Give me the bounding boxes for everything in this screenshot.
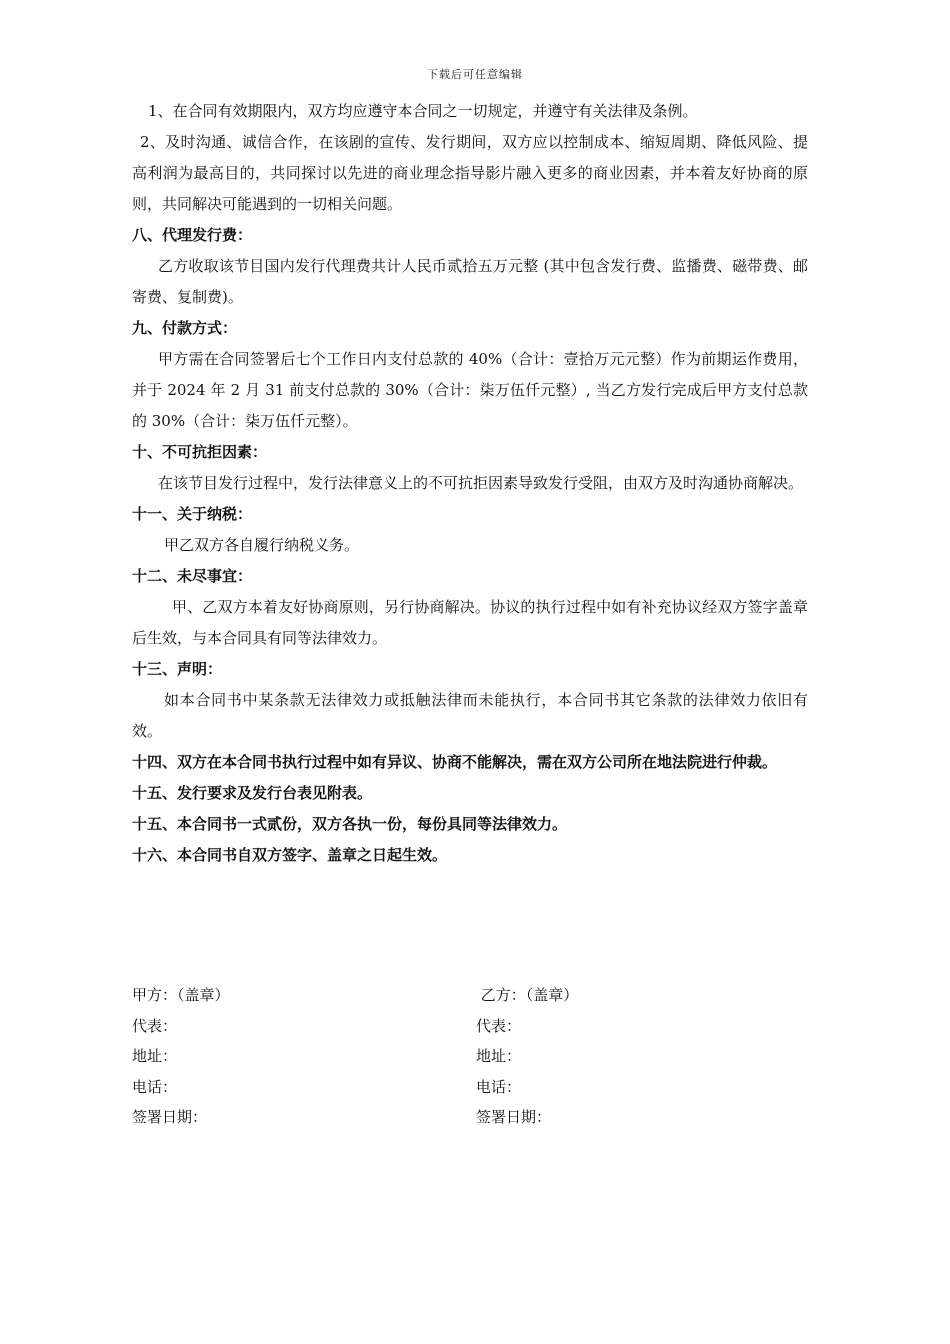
contract-body	[132, 96, 808, 871]
section-text-12: 甲、乙双方本着友好协商原则，另行协商解决。协议的执行过程中如有补充协议经双方签字盖章后生效，与本合同具有同等法律效力。	[132, 598, 808, 647]
section-text-13: 如本合同书中某条款无法律效力或抵触法律而未能执行，本合同书其它条款的法律效力依旧有效。	[132, 691, 808, 740]
section-heading-8: 八、代理发行费：	[132, 226, 253, 244]
party-b-date: 签署日期：	[476, 1108, 552, 1126]
section-heading-12: 十二、未尽事宜：	[132, 567, 253, 585]
party-a-rep: 代表：	[132, 1016, 178, 1035]
party-b-address: 地址：	[476, 1047, 522, 1065]
section-text-11: 甲乙双方各自履行纳税义务。	[164, 536, 360, 554]
party-a-date: 签署日期：	[132, 1108, 208, 1126]
party-a-label: 甲方：（盖章）	[132, 986, 230, 1004]
clause-15b: 十五、本合同书一式贰份，双方各执一份，每份具同等法律效力。	[132, 815, 568, 833]
party-b-signature-block	[476, 980, 578, 1133]
section-text-8: 乙方收取该节目国内发行代理费共计人民币贰拾五万元整 (其中包含发行费、监播费、磁带费、邮寄费、复制费)。	[132, 257, 808, 306]
section-heading-10: 十、不可抗拒因素：	[132, 443, 268, 461]
party-a-address: 地址：	[132, 1047, 178, 1065]
clause-15a: 十五、发行要求及发行台表见附表。	[132, 784, 373, 802]
party-b-rep: 代表：	[476, 1016, 522, 1035]
clause-14: 十四、双方在本合同书执行过程中如有异议、协商不能解决，需在双方公司所在地法院进行仲裁。	[132, 753, 778, 771]
section-text-10: 在该节目发行过程中，发行法律意义上的不可抗拒因素导致发行受阻，由双方及时沟通协商解决。	[158, 474, 804, 492]
clause-16: 十六、本合同书自双方签字、盖章之日起生效。	[132, 846, 448, 864]
party-a-signature-block	[132, 980, 230, 1133]
section-heading-11: 十一、关于纳税：	[132, 505, 253, 523]
clause-2: 2、及时沟通、诚信合作，在该剧的宣传、发行期间，双方应以控制成本、缩短周期、降低风险、提高利润为最高目的，共同探讨以先进的商业理念指导影片融入更多的商业因素，并本着友好协商的原则，共同解决可能遇到的一切相关问题。	[132, 133, 808, 213]
section-heading-9: 九、付款方式：	[132, 319, 238, 337]
party-a-phone: 电话：	[132, 1077, 178, 1096]
section-heading-13: 十三、声明：	[132, 660, 223, 678]
party-b-phone: 电话：	[476, 1077, 522, 1096]
section-text-9: 甲方需在合同签署后七个工作日内支付总款的 40%（合计：壹拾万元元整）作为前期运作费用，并于 2024 年 2 月 31 前支付总款的 30%（合计：柒万伍仟元整）, 当乙方发行完成后甲方支付总款的 30%（合计：柒万伍仟元整）。	[132, 350, 808, 430]
clause-1: 1、在合同有效期限内，双方均应遵守本合同之一切规定，并遵守有关法律及条例。	[148, 102, 698, 120]
header-note: 下载后可任意编辑	[427, 68, 523, 81]
party-b-label: 乙方：（盖章）	[476, 986, 579, 1004]
